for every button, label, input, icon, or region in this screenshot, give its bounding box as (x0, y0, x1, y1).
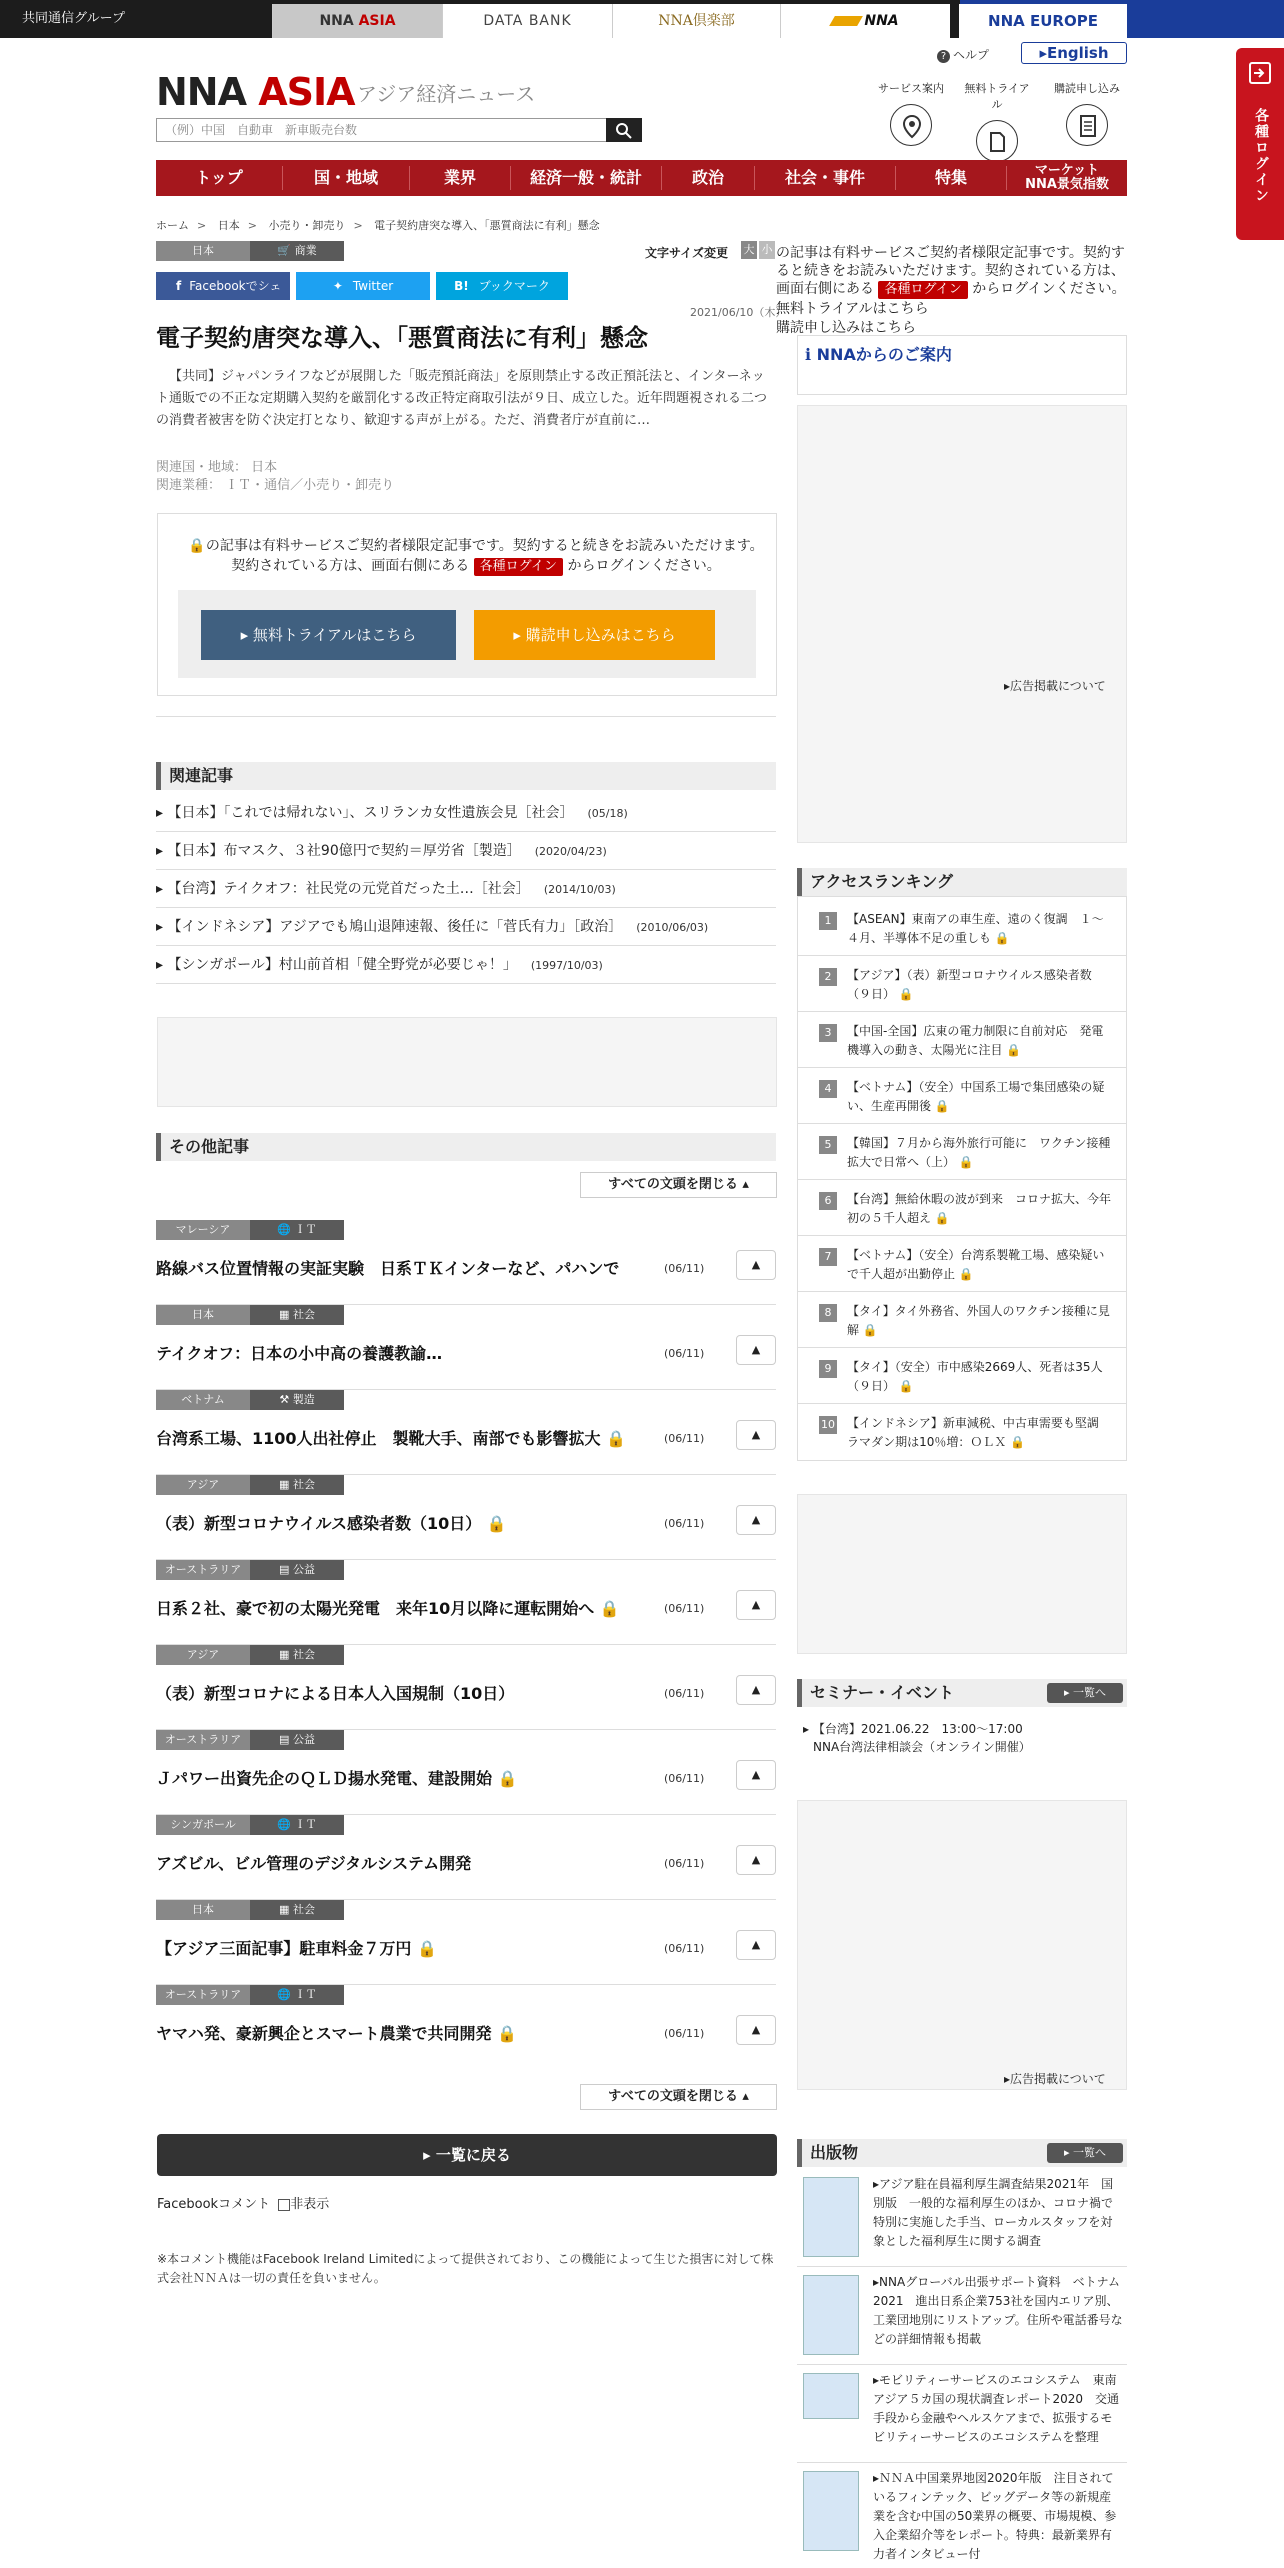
swoosh-icon (829, 16, 863, 26)
nav-industry[interactable]: 業界 (443, 168, 476, 187)
seminar-item-title[interactable]: NNA台湾法律相談会（オンライン開催） (813, 1740, 1031, 1754)
nav-society[interactable]: 社会・事件 (784, 168, 865, 187)
expand-button[interactable]: ▲ (736, 1675, 776, 1705)
lock-icon: 🔒 (486, 1514, 507, 1533)
breadcrumb-current: 電子契約唐突な導入、「悪質商法に有利」懸念 (374, 219, 600, 232)
publication-item[interactable]: ▸NNAグローバル出張サポート資料 ベトナム 2021 進出日系企業753社を国内エリア別、工業団地別にリストアップ。住所や電話番号などの詳細情報も掲載 (797, 2267, 1127, 2365)
subscribe-button[interactable]: ▸ 購読申し込みはこちら (474, 610, 715, 660)
site-logo[interactable]: NNA ASIA (156, 70, 355, 114)
globe-icon: 🌐 (277, 1223, 292, 1236)
publication-cover[interactable] (803, 2177, 859, 2257)
publications-heading: 出版物 (797, 2139, 1127, 2167)
building-icon: ▦ (279, 1308, 290, 1321)
factory-icon: ▤ (279, 1733, 290, 1746)
other-articles-heading: その他記事 (156, 1133, 776, 1161)
building-icon: ▦ (279, 1648, 290, 1661)
breadcrumb-japan[interactable]: 日本 (217, 219, 240, 232)
publication-item[interactable]: ▸アジア駐在員福利厚生調査結果2021年 国別版 一般的な福利厚生のほか、コロナ禍で特別に実施した手当、ローカルスタッフを対象とした福利厚生に関する調査 (797, 2169, 1127, 2267)
notice-title: ℹ NNAからのご案内 (805, 345, 952, 364)
free-trial-button[interactable]: ▸ 無料トライアルはこちら (201, 610, 456, 660)
tab-nna-europe[interactable]: NNA EUROPE (959, 4, 1127, 38)
expand-button[interactable]: ▲ (736, 1760, 776, 1790)
seminar-item-date[interactable]: ▸ 【台湾】2021.06.22 13:00～17:00 (803, 1722, 1023, 1736)
nav-politics[interactable]: 政治 (691, 168, 724, 187)
ad-info-link[interactable]: ▸広告掲載について (1004, 679, 1106, 693)
right-trial-link[interactable]: 無料トライアルはこちら (776, 301, 929, 317)
side-login-label: 各種ログイン (1253, 108, 1269, 204)
nav-market[interactable]: マーケット NNA景気指数 (1025, 163, 1109, 192)
font-size-label: 文字サイズ変更 (645, 246, 729, 260)
lock-icon: 🔒 (599, 1599, 620, 1618)
right-subscribe-link[interactable]: 購読申し込みはこちら (776, 320, 916, 336)
article-lead: 【共同】ジャパンライフなどが展開した「販売預託商法」を原則禁止する改正預託法と、インターネット通販での不正な定期購入契約を厳罰化する改正特定商取引法が９日、成立した。近年問題視される二つの消費者被害を防ぐ決定打となり、歓迎する声が上がる。ただ、消費者庁が直前に… (156, 369, 768, 428)
nav-features[interactable]: 特集 (934, 168, 967, 187)
publications-more-button[interactable]: ▸ 一覧へ (1047, 2143, 1123, 2163)
factory-icon: ▤ (279, 1563, 290, 1576)
article-item[interactable]: オーストラリア ▤ 公益 Ｊパワー出資先企のＱＬＤ揚水発電、建設開始 🔒 (06/11) ▲ (156, 1730, 776, 1815)
ad-slot-3 (797, 1494, 1127, 1654)
close-all-button[interactable]: すべての文頭を閉じる ▴ (580, 1172, 777, 1198)
ranking-item[interactable]: 10 【インドネシア】新車減税、中古車需要も堅調 ラマダン期は10％増：ＯＬＸ 🔒 (821, 1416, 1111, 1449)
article-item[interactable]: アジア ▦ 社会 （表）新型コロナによる日本人入国規制（10日） (06/11) ▲ (156, 1645, 776, 1730)
breadcrumb-retail[interactable]: 小売り・卸売り (268, 219, 346, 232)
globe-icon: 🌐 (277, 1988, 292, 2001)
tab-nna-club[interactable]: NNA倶楽部 (612, 4, 780, 38)
ranking-item[interactable]: 5 【韓国】７月から海外旅行可能に ワクチン接種拡大で日常へ（上） 🔒 (797, 1124, 1127, 1180)
twitter-share-button[interactable]: ✦ Twitter (296, 272, 430, 300)
ad-slot-4 (797, 1800, 1127, 2090)
hide-checkbox[interactable] (278, 2199, 290, 2211)
twitter-icon: ✦ (332, 279, 343, 293)
related-industry: 関連業種： ＩＴ・通信／小売り・卸売り (156, 478, 395, 493)
tab-data-bank[interactable]: DATA BANK (442, 4, 612, 38)
expand-button[interactable]: ▲ (736, 1250, 776, 1280)
free-trial-link[interactable]: 無料トライアル (960, 80, 1034, 162)
breadcrumb-home[interactable]: ホーム (156, 219, 189, 232)
ranking-item[interactable]: 7 【ベトナム】（安全）台湾系製靴工場、感染疑いで千人超が出勤停止 🔒 (797, 1236, 1127, 1292)
related-item[interactable]: ▸ 【インドネシア】アジアでも鳩山退陣速報、後任に「菅氏有力」［政治］ (2010/06/03) (156, 908, 776, 946)
font-large-button[interactable]: 大 (741, 241, 757, 259)
book-icon (976, 120, 1018, 162)
article-item[interactable]: 日本 ▦ 社会 【アジア三面記事】駐車料金７万円 🔒 (06/11) ▲ (156, 1900, 776, 1985)
close-all-button-bottom[interactable]: すべての文頭を閉じる ▴ (580, 2084, 777, 2110)
ranking-item[interactable]: 3 【中国-全国】広東の電力制限に自前対応 発電機導入の動き、太陽光に注目 🔒 (797, 1012, 1127, 1068)
right-paywall-note: の記事は有料サービスご契約者様限定記事です。契約すると続きをお読みいただけます。契約されている方は、画面右側にある 各種ログイン からログインください。 (776, 245, 1126, 297)
expand-button[interactable]: ▲ (736, 1590, 776, 1620)
expand-button[interactable]: ▲ (736, 2015, 776, 2045)
right-login-badge[interactable]: 各種ログイン (878, 281, 967, 299)
tools-icon: ⚒ (279, 1393, 290, 1406)
breadcrumb: ホーム > 日本 > 小売り・卸売り > 電子契約唐突な導入、「悪質商法に有利」懸念 (156, 219, 600, 232)
hatena-bookmark-icon: B! (454, 279, 469, 293)
lock-icon: 🔒 (416, 1939, 437, 1958)
publication-cover[interactable] (803, 2275, 859, 2355)
related-item[interactable]: ▸ 【日本】「これでは帰れない」、スリランカ女性遺族会見［社会］ (05/18) (156, 794, 776, 832)
main-nav (156, 160, 1127, 196)
related-item[interactable]: ▸ 【台湾】テイクオフ：社民党の元党首だった土…［社会］ (2014/10/03) (156, 870, 776, 908)
ranking-heading: アクセスランキング (797, 868, 1127, 896)
ad-slot-2 (157, 1017, 777, 1107)
article-date: 2021/06/10（木） (690, 306, 787, 319)
article-item[interactable]: ベトナム ⚒ 製造 台湾系工場、1100人出社停止 製靴大手、南部でも影響拡大 🔒 (06/11) ▲ (156, 1390, 776, 1475)
ranking-item[interactable]: 6 【台湾】無給休暇の波が到来 コロナ拡大、今年初の５千人超え 🔒 (797, 1180, 1127, 1236)
globe-icon: 🌐 (277, 1818, 292, 1831)
nav-top[interactable]: トップ (195, 168, 243, 187)
form-icon (1066, 104, 1108, 146)
expand-button[interactable]: ▲ (736, 1505, 776, 1535)
help-link[interactable]: ? ヘルプ (937, 46, 989, 64)
nav-economy[interactable]: 経済一般・統計 (529, 168, 642, 187)
article-item[interactable]: 日本 ▦ 社会 テイクオフ：日本の小中高の養護教諭… (06/11) ▲ (156, 1305, 776, 1390)
search-input[interactable]: （例）中国 自動車 新車販売台数 (156, 118, 608, 142)
article-item[interactable]: オーストラリア ▤ 公益 日系２社、豪で初の太陽光発電 来年10月以降に運転開始へ 🔒 (06/11) ▲ (156, 1560, 776, 1645)
ranking-item[interactable]: 1 【ASEAN】東南アの車生産、遠のく復調 １～４月、半導体不足の重しも 🔒 (797, 900, 1127, 956)
group-label: 共同通信グループ (22, 11, 125, 26)
ad-info-link-2[interactable]: ▸広告掲載について (1004, 2072, 1106, 2086)
location-pin-icon (890, 104, 932, 146)
ranking-item[interactable]: 2 【アジア】（表）新型コロナウイルス感染者数（９日） 🔒 (797, 956, 1127, 1012)
facebook-icon: f (176, 279, 182, 293)
nav-region[interactable]: 国・地域 (313, 168, 378, 187)
paywall-login-message: 契約されている方は、画面右側にある 各種ログイン からログインください。 (231, 558, 721, 574)
lock-icon: 🔒 (606, 1429, 627, 1448)
tagline: アジア経済ニュース (357, 82, 536, 106)
paywall-message: 🔒の記事は有料サービスご契約者様限定記事です。契約すると続きをお読みいただけます。 (188, 538, 764, 554)
related-country: 関連国・地域： 日本 (156, 460, 278, 475)
expand-button[interactable]: ▲ (736, 1845, 776, 1875)
article-item[interactable]: シンガポール 🌐 ＩＴ アズビル、ビル管理のデジタルシステム開発 (06/11) ▲ (156, 1815, 776, 1900)
disclaimer: ※本コメント機能はFacebook Ireland Limitedによって提供されており、この機能によって生じた損害に対して株式会社ＮＮＡは一切の責任を負いません。 (157, 2252, 774, 2285)
ad-slot (797, 405, 1127, 843)
article-item[interactable]: アジア ▦ 社会 （表）新型コロナウイルス感染者数（10日） 🔒 (06/11) ▲ (156, 1475, 776, 1560)
question-icon: ? (937, 50, 950, 63)
lock-icon: 🔒 (188, 538, 206, 554)
lock-icon: 🔒 (497, 2024, 518, 2043)
related-item[interactable]: ▸ 【シンガポール】村山前首相「健全野党が必要じゃ！」 (1997/10/03) (156, 946, 776, 984)
article-item[interactable]: オーストラリア 🌐 ＩＴ ヤマハ発、豪新興企とスマート農業で共同開発 🔒 (06/11) ▲ (156, 1985, 776, 2070)
info-icon: ℹ (805, 345, 812, 364)
publication-cover[interactable] (803, 2471, 859, 2551)
seminar-heading: セミナー・イベント (797, 1679, 1127, 1707)
article-item[interactable]: マレーシア 🌐 ＩＴ 路線バス位置情報の実証実験 日系ＴＫインターなど、パハンで (06/11) ▲ (156, 1220, 776, 1305)
publication-item[interactable]: ▸ＮＮＡ中国業界地図2020年版 注目されているフィンテック、ビッグデータ等の新規産業を含む中国の50業界の概要、市場規模、参入企業紹介等をレポート。特典：最新業界有力者インタビュー付 (797, 2463, 1127, 2561)
facebook-comment-toggle[interactable]: Facebookコメント 非表示 (157, 2197, 330, 2212)
ranking-item[interactable]: 4 【ベトナム】（安全）中国系工場で集団感染の疑い、生産再開後 🔒 (797, 1068, 1127, 1124)
back-to-list-button[interactable]: ▸ 一覧に戻る (157, 2134, 777, 2176)
login-icon (1249, 62, 1271, 84)
service-guide-link[interactable]: サービス案内 (874, 80, 948, 146)
building-icon: ▦ (279, 1478, 290, 1491)
bookmark-share-button[interactable]: B! ブックマーク (436, 272, 568, 300)
expand-button[interactable]: ▲ (736, 1420, 776, 1450)
subscribe-link[interactable]: 購読申し込み (1050, 80, 1124, 146)
building-icon: ▦ (279, 1903, 290, 1916)
side-login-button[interactable] (1236, 48, 1284, 240)
tab-nna-logo[interactable]: NNA (780, 4, 950, 38)
country-tag[interactable]: 日本 (156, 241, 250, 261)
article-title: 電子契約唐突な導入、「悪質商法に有利」懸念 (156, 324, 648, 352)
expand-button[interactable]: ▲ (736, 1335, 776, 1365)
facebook-share-button[interactable]: f Facebookでシェア (156, 272, 290, 300)
related-heading: 関連記事 (156, 762, 776, 790)
tab-nna-asia[interactable]: NNA ASIA (272, 4, 442, 38)
publication-cover[interactable] (803, 2373, 859, 2419)
category-tag[interactable]: 🛒 商業 (250, 241, 344, 261)
login-badge[interactable]: 各種ログイン (474, 558, 563, 576)
seminar-more-button[interactable]: ▸ 一覧へ (1047, 1683, 1123, 1703)
lock-icon: 🔒 (497, 1769, 518, 1788)
search-button[interactable] (606, 118, 642, 142)
ranking-item[interactable]: 8 【タイ】タイ外務省、外国人のワクチン接種に見解 🔒 (797, 1292, 1127, 1348)
search-icon (606, 118, 642, 142)
english-link[interactable]: ▸English (1021, 42, 1127, 64)
expand-button[interactable]: ▲ (736, 1930, 776, 1960)
font-small-button[interactable]: 小 (759, 241, 775, 259)
publication-item[interactable]: ▸モビリティーサービスのエコシステム 東南アジア５カ国の現状調査レポート2020 交通手段から金融やヘルスケアまで、拡張するモビリティーサービスのエコシステムを整理 (797, 2365, 1127, 2463)
ranking-item[interactable]: 9 【タイ】（安全）市中感染2669人、死者は35人（９日） 🔒 (797, 1348, 1127, 1404)
related-item[interactable]: ▸ 【日本】布マスク、３社90億円で契約＝厚労省［製造］ (2020/04/23) (156, 832, 776, 870)
